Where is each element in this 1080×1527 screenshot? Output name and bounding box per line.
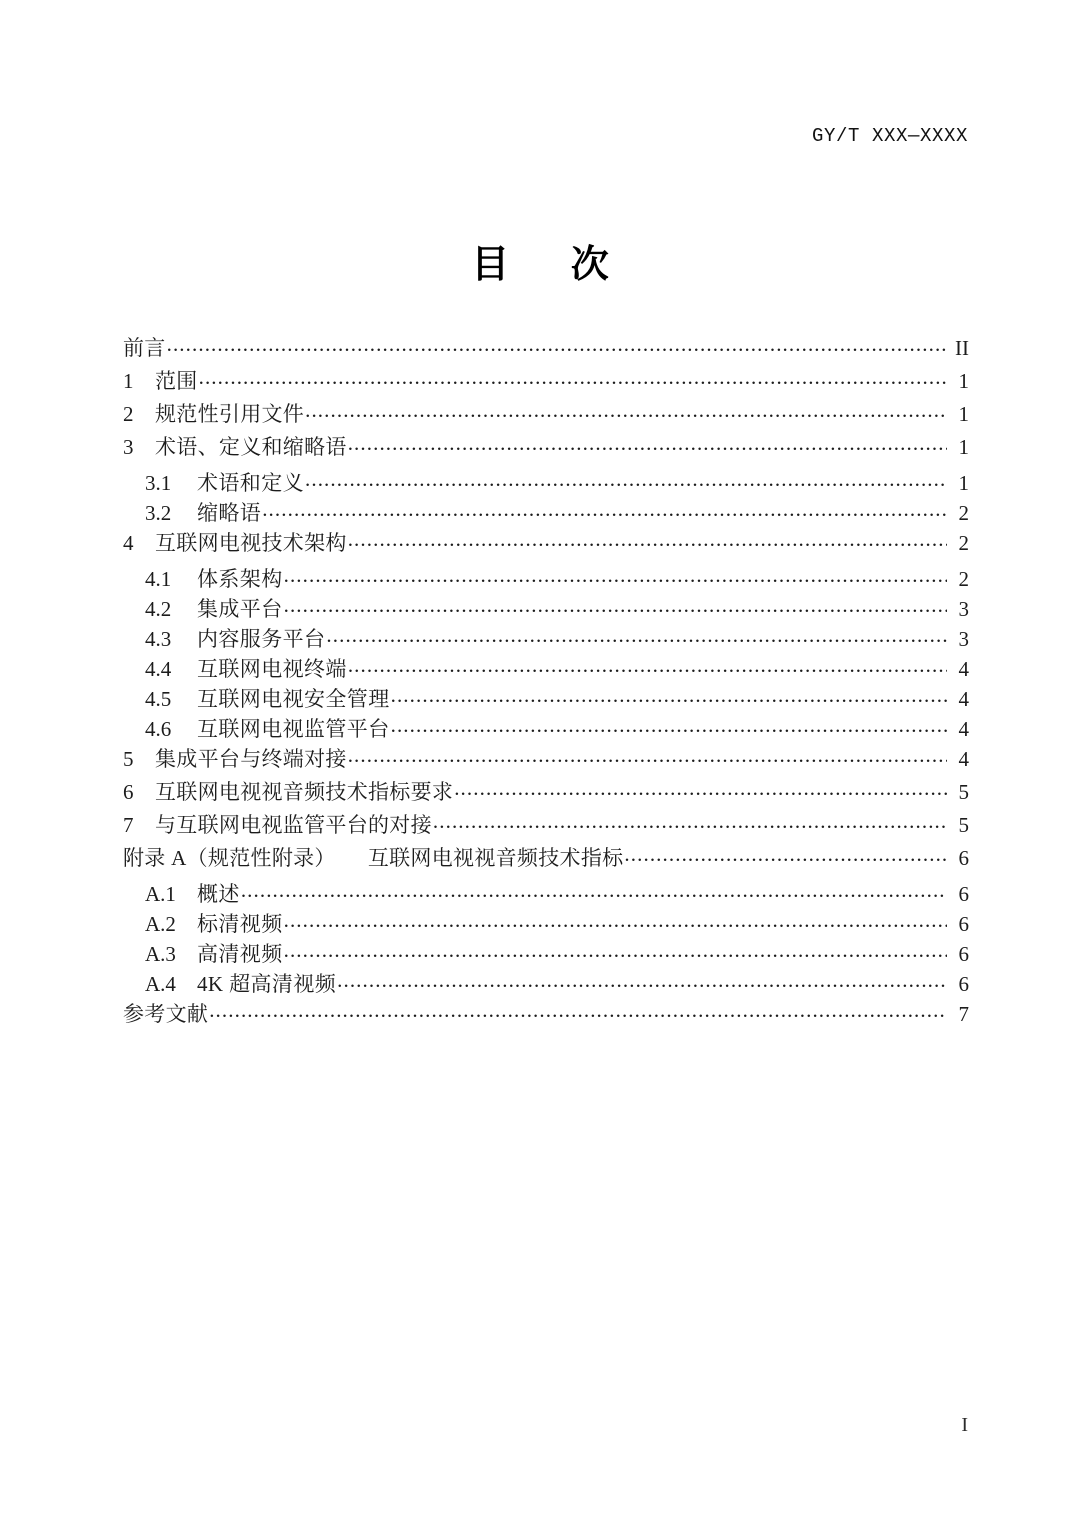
toc-entry-label: 内容服务平台 — [197, 627, 326, 651]
page-folio: I — [961, 1414, 968, 1436]
toc-entry[interactable] — [123, 715, 969, 745]
toc-entry-label: 参考文献 — [123, 1002, 209, 1026]
toc-entry-label: 互联网电视视音频技术指标要求 — [155, 780, 454, 804]
toc-entry-page-number: 1 — [958, 402, 969, 426]
toc-entry-label: 缩略语 — [197, 501, 262, 525]
toc-dot-leader — [284, 595, 947, 616]
toc-entry[interactable] — [123, 745, 969, 778]
toc-entry[interactable] — [123, 778, 969, 811]
toc-entry-number: 4 — [123, 531, 134, 555]
toc-entry-number: A.4 — [145, 972, 176, 996]
toc-entry[interactable] — [123, 499, 969, 529]
toc-entry-label: 集成平台与终端对接 — [155, 747, 347, 771]
toc-dot-leader — [284, 910, 947, 931]
toc-entry[interactable] — [123, 940, 969, 970]
toc-entry[interactable] — [123, 334, 969, 367]
toc-dot-leader — [209, 1000, 947, 1021]
toc-entry-page-number: 3 — [958, 627, 969, 651]
toc-entry-label: 高清视频 — [197, 942, 283, 966]
toc-dot-leader — [284, 940, 947, 961]
toc-entry-number: 6 — [123, 780, 134, 804]
toc-dot-leader — [167, 334, 947, 355]
toc-entry-page-number: 6 — [958, 942, 969, 966]
toc-entry[interactable] — [123, 655, 969, 685]
toc-entry-label: 概述 — [197, 882, 240, 906]
toc-entry-number: 4.4 — [145, 657, 172, 681]
toc-entry-page-number: 2 — [958, 501, 969, 525]
toc-entry-label: 与互联网电视监管平台的对接 — [155, 813, 432, 837]
toc-dot-leader — [391, 685, 947, 706]
toc-entry-label: 术语和定义 — [197, 471, 304, 495]
toc-entry-page-number: 1 — [958, 471, 969, 495]
toc-entry-label: 4K 超高清视频 — [197, 972, 337, 996]
toc-entry-number: 3.1 — [145, 471, 172, 495]
toc-entry-page-number: 6 — [958, 882, 969, 906]
toc-entry-number: 1 — [123, 369, 134, 393]
toc-entry[interactable] — [123, 469, 969, 499]
toc-entry-number: 4.2 — [145, 597, 172, 621]
toc-entry-label: 标清视频 — [197, 912, 283, 936]
toc-dot-leader — [284, 565, 947, 586]
toc-entry-page-number: 6 — [958, 972, 969, 996]
toc-dot-leader — [348, 529, 947, 550]
toc-entry-label: 规范性引用文件 — [155, 402, 305, 426]
toc-dot-leader — [433, 811, 947, 832]
toc-entry[interactable] — [123, 880, 969, 910]
toc-dot-leader — [241, 880, 947, 901]
toc-entry-page-number: 1 — [958, 369, 969, 393]
toc-entry-page-number: 4 — [958, 747, 969, 771]
toc-dot-leader — [326, 625, 947, 646]
toc-entry[interactable] — [123, 529, 969, 562]
toc-entry-label: 范围 — [155, 369, 198, 393]
toc-entry[interactable] — [123, 565, 969, 595]
toc-entry-page-number: 4 — [958, 657, 969, 681]
toc-dot-leader — [348, 655, 947, 676]
toc-entry-page-number: II — [955, 336, 969, 360]
toc-entry-number: 2 — [123, 402, 134, 426]
toc-entry[interactable] — [123, 685, 969, 715]
toc-entry-label: 互联网电视监管平台 — [197, 717, 390, 741]
toc-entry[interactable] — [123, 910, 969, 940]
toc-entry[interactable] — [123, 400, 969, 433]
toc-entry-page-number: 2 — [958, 531, 969, 555]
toc-entry-number: 4.1 — [145, 567, 172, 591]
toc-entry-label: 体系架构 — [197, 567, 283, 591]
toc-entry-label: 互联网电视终端 — [197, 657, 347, 681]
toc-entry[interactable] — [123, 367, 969, 400]
toc-entry-page-number: 6 — [958, 912, 969, 936]
toc-entry-label: 术语、定义和缩略语 — [155, 435, 347, 459]
page-title: 目 次 — [471, 244, 635, 286]
toc-entry[interactable] — [123, 1000, 969, 1033]
toc-entry[interactable] — [123, 811, 969, 844]
toc-entry-page-number: 4 — [958, 717, 969, 741]
toc-entry-page-number: 5 — [958, 780, 969, 804]
toc-entry-page-number: 6 — [958, 846, 969, 870]
toc-entry-page-number: 4 — [958, 687, 969, 711]
toc-dot-leader — [199, 367, 947, 388]
toc-entry-number: 4.3 — [145, 627, 172, 651]
toc-entry-label: 互联网电视技术架构 — [155, 531, 347, 555]
toc-dot-leader — [348, 745, 947, 766]
toc-dot-leader — [337, 970, 947, 991]
toc-dot-leader — [454, 778, 947, 799]
toc-entry-page-number: 7 — [958, 1002, 969, 1026]
toc-entry-page-number: 5 — [958, 813, 969, 837]
toc-entry[interactable] — [123, 844, 969, 877]
toc-entry-number: 3 — [123, 435, 134, 459]
toc-entry[interactable] — [123, 595, 969, 625]
toc-entry-page-number: 2 — [958, 567, 969, 591]
toc-dot-leader — [348, 433, 947, 454]
toc-entry[interactable] — [123, 970, 969, 1000]
toc-entry-number: 5 — [123, 747, 134, 771]
toc-entry-number: 4.6 — [145, 717, 172, 741]
toc-entry-number: 4.5 — [145, 687, 172, 711]
toc-entry-page-number: 1 — [958, 435, 969, 459]
toc-entry-number: A.2 — [145, 912, 176, 936]
toc-dot-leader — [262, 499, 947, 520]
toc-entry[interactable] — [123, 625, 969, 655]
toc-entry-label: 互联网电视安全管理 — [197, 687, 390, 711]
toc-entry-number: 3.2 — [145, 501, 172, 525]
toc-entry-label: 附录 A（规范性附录） 互联网电视视音频技术指标 — [123, 846, 624, 870]
toc-dot-leader — [305, 400, 947, 421]
toc-entry-label: 集成平台 — [197, 597, 283, 621]
toc-entry-page-number: 3 — [958, 597, 969, 621]
toc-dot-leader — [624, 844, 947, 865]
running-header-standard-number: GY/T XXX—XXXX — [811, 125, 968, 147]
toc-entry-number: A.1 — [145, 882, 176, 906]
toc-entry-number: A.3 — [145, 942, 176, 966]
table-of-contents — [123, 334, 969, 1033]
toc-dot-leader — [305, 469, 947, 490]
toc-entry-number: 7 — [123, 813, 134, 837]
toc-entry-label: 前言 — [123, 336, 166, 360]
toc-dot-leader — [391, 715, 947, 736]
toc-entry[interactable] — [123, 433, 969, 466]
